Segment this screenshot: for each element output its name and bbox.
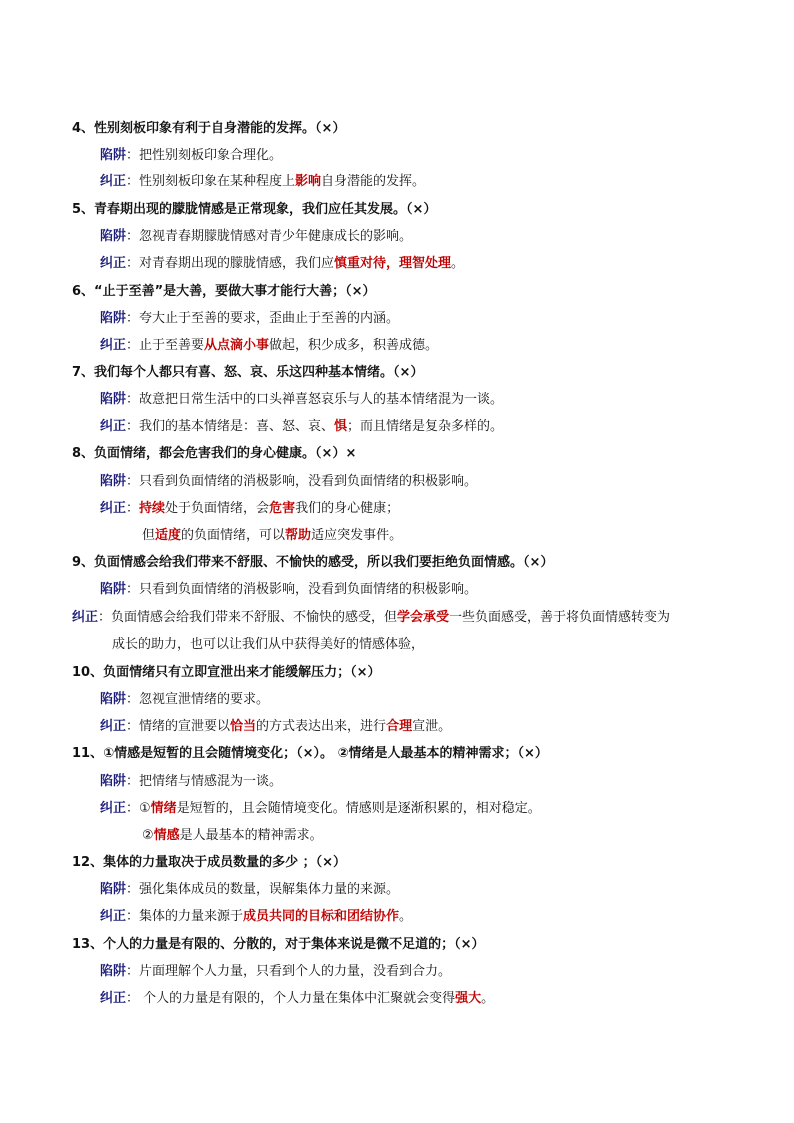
highlight: 帮助 <box>285 528 312 543</box>
trap-text: ：忽视青春期朦胧情感对青少年健康成长的影响。 <box>126 229 413 244</box>
trap-label: 陷阱 <box>100 474 127 489</box>
trap-text: ：只看到负面情绪的消极影响，没看到负面情绪的积极影响。 <box>126 474 478 489</box>
fix-text: 。 <box>399 909 413 924</box>
fix-text: ：情绪的宣泄要以 <box>126 719 231 734</box>
fix-text: 但 <box>142 528 156 543</box>
fix-7 <box>100 418 503 436</box>
question-8: 8、负面情绪，都会危害我们的身心健康。（×）× <box>72 446 357 461</box>
highlight: 危害 <box>269 501 296 516</box>
fix-text: 。 <box>481 991 495 1006</box>
fix-text: 一些负面感受，善于将负面情感转变为 <box>449 610 671 625</box>
highlight: 强大 <box>455 991 482 1006</box>
fix-text: 自身潜能的发挥。 <box>321 174 426 189</box>
question-11: 11、①情感是短暂的且会随情境变化；（×）。 ②情绪是人最基本的精神需求；（×） <box>72 746 548 761</box>
fix-label: 纠正 <box>100 719 127 734</box>
fix-text: ；而且情绪是复杂多样的。 <box>347 419 504 434</box>
highlight: 影响 <box>295 174 322 189</box>
fix-5 <box>100 255 464 273</box>
fix-text: 。 <box>451 256 465 271</box>
fix-text: 是短暂的，且会随情境变化。情感则是逐渐积累的，相对稳定。 <box>176 801 541 816</box>
trap-13 <box>100 963 451 981</box>
fix-text: ② <box>142 828 154 843</box>
trap-label: 陷阱 <box>100 229 127 244</box>
fix-text: ： 个人的力量是有限的，个人力量在集体中汇聚就会变得 <box>126 991 456 1006</box>
trap-label: 陷阱 <box>100 148 127 163</box>
question-6: 6、“止于至善”是大善，要做大事才能行大善；（×） <box>72 284 376 299</box>
fix-text: ：我们的基本情绪是：喜、怒、哀、 <box>126 419 335 434</box>
trap-7 <box>100 391 503 409</box>
fix-label: 纠正 <box>100 991 127 1006</box>
trap-12 <box>100 881 399 899</box>
question-12: 12、集体的力量取决于成员数量的多少 ；（×） <box>72 855 347 870</box>
question-5: 5、青春期出现的朦胧情感是正常现象，我们应任其发展。（×） <box>72 202 437 217</box>
highlight: 情绪 <box>150 801 177 816</box>
trap-label: 陷阱 <box>100 774 127 789</box>
fix-8 <box>100 500 399 518</box>
fix-12 <box>100 908 412 926</box>
fix-text: ：① <box>126 801 151 816</box>
highlight: 情感 <box>153 828 180 843</box>
question-4: 4、性别刻板印象有利于自身潜能的发挥。（×） <box>72 121 346 136</box>
fix-13 <box>100 990 494 1008</box>
fix-label: 纠正 <box>100 338 127 353</box>
highlight: 从点滴小事 <box>204 338 270 353</box>
fix-label: 纠正 <box>100 501 127 516</box>
fix-text: ： <box>126 501 140 516</box>
question-13: 13、个人的力量是有限的、分散的，对于集体来说是微不足道的；（×） <box>72 937 485 952</box>
fix-text: 是人最基本的精神需求。 <box>179 828 323 843</box>
trap-text: ：夸大止于至善的要求，歪曲止于至善的内涵。 <box>126 311 400 326</box>
trap-text: ：故意把日常生活中的口头禅喜怒哀乐与人的基本情绪混为一谈。 <box>126 392 504 407</box>
fix-11-line2 <box>142 827 323 845</box>
highlight: 适度 <box>155 528 182 543</box>
trap-text: ：只看到负面情绪的消极影响，没看到负面情绪的积极影响。 <box>126 582 478 597</box>
fix-label: 纠正 <box>100 801 127 816</box>
fix-label: 纠正 <box>100 419 127 434</box>
fix-11 <box>100 800 541 818</box>
trap-4 <box>100 147 282 165</box>
fix-text: ：对青春期出现的朦胧情感，我们应 <box>126 256 335 271</box>
trap-6 <box>100 310 399 328</box>
fix-text: 做起，积少成多，积善成德。 <box>269 338 439 353</box>
fix-text: 的方式表达出来，进行 <box>256 719 387 734</box>
highlight: 持续 <box>139 501 166 516</box>
fix-label: 纠正 <box>100 256 127 271</box>
trap-10 <box>100 691 269 709</box>
trap-text: ：把情绪与情感混为一谈。 <box>126 774 283 789</box>
fix-label: 纠正 <box>72 610 99 625</box>
question-10: 10、负面情绪只有立即宣泄出来才能缓解压力；（×） <box>72 665 381 680</box>
trap-label: 陷阱 <box>100 392 127 407</box>
highlight: 成员共同的目标和团结协作 <box>243 909 400 924</box>
question-9: 9、负面情感会给我们带来不舒服、不愉快的感受，所以我们要拒绝负面情感。（×） <box>72 555 554 570</box>
fix-text: 我们的身心健康； <box>295 501 400 516</box>
fix-text: ：性别刻板印象在某种程度上 <box>126 174 296 189</box>
fix-label: 纠正 <box>100 174 127 189</box>
trap-text: ：强化集体成员的数量，误解集体力量的来源。 <box>126 882 400 897</box>
trap-label: 陷阱 <box>100 582 127 597</box>
fix-label: 纠正 <box>100 909 127 924</box>
trap-text: ：忽视宣泄情绪的要求。 <box>126 692 270 707</box>
trap-text: ：片面理解个人力量，只看到个人的力量，没看到合力。 <box>126 964 452 979</box>
trap-11 <box>100 773 282 791</box>
fix-9 <box>72 609 670 627</box>
fix-text: 处于负面情绪，会 <box>165 501 270 516</box>
highlight: 合理 <box>386 719 413 734</box>
fix-text: ：集体的力量来源于 <box>126 909 244 924</box>
fix-10 <box>100 718 451 736</box>
trap-text: ：把性别刻板印象合理化。 <box>126 148 283 163</box>
fix-text: 宣泄。 <box>412 719 452 734</box>
fix-text: 适应突发事件。 <box>311 528 403 543</box>
fix-text: 的负面情绪，可以 <box>181 528 286 543</box>
fix-6 <box>100 337 438 355</box>
question-7: 7、我们每个人都只有喜、怒、哀、乐这四种基本情绪。（×） <box>72 365 424 380</box>
trap-5 <box>100 228 412 246</box>
fix-text: ：止于至善要 <box>126 338 205 353</box>
highlight: 恰当 <box>230 719 257 734</box>
highlight: 学会承受 <box>397 610 450 625</box>
fix-8-line2 <box>142 527 402 545</box>
trap-label: 陷阱 <box>100 964 127 979</box>
fix-text: ：负面情感会给我们带来不舒服、不愉快的感受，但 <box>98 610 398 625</box>
trap-9 <box>100 581 477 599</box>
trap-label: 陷阱 <box>100 692 127 707</box>
fix-9-line2: 成长的助力，也可以让我们从中获得美好的情感体验， <box>112 637 425 652</box>
highlight: 惧 <box>334 419 348 434</box>
fix-4 <box>100 173 425 191</box>
trap-label: 陷阱 <box>100 882 127 897</box>
highlight: 慎重对待，理智处理 <box>334 256 452 271</box>
trap-label: 陷阱 <box>100 311 127 326</box>
trap-8 <box>100 473 477 491</box>
